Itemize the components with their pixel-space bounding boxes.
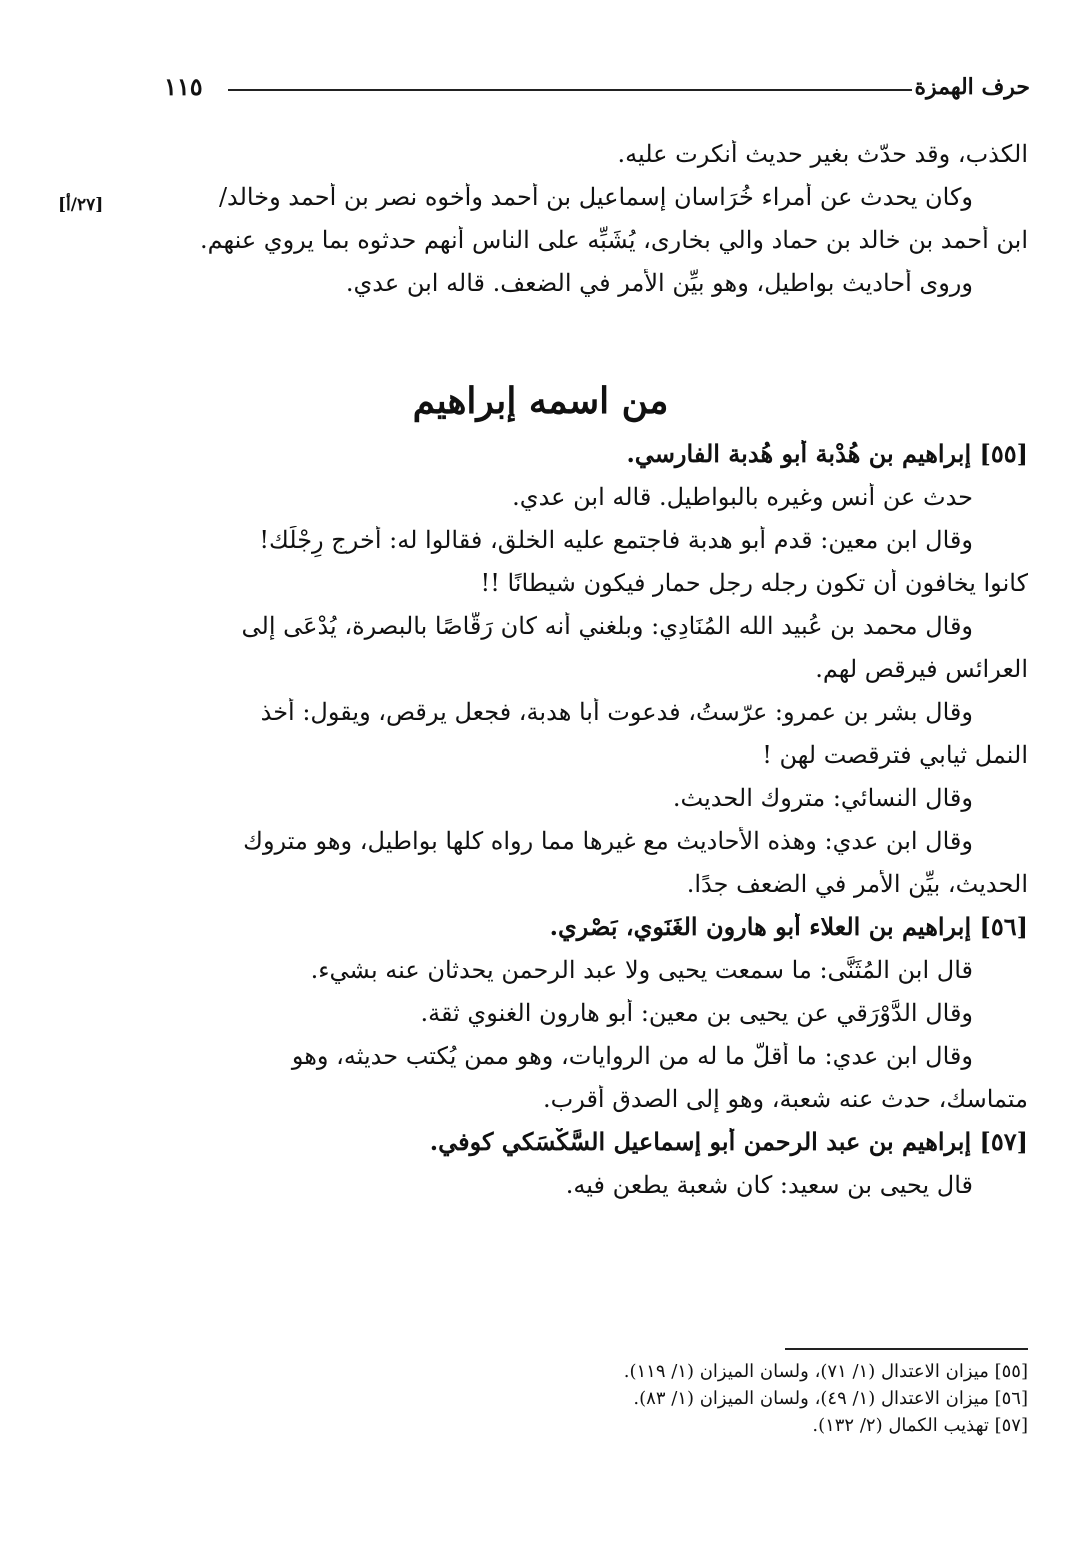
margin-folio-note: [٢٧/أ]	[58, 195, 104, 215]
text-line: العرائس فيرقص لهم.	[815, 655, 1028, 683]
text-line: الكذب، وقد حدّث بغير حديث أُنكرت عليه.	[617, 140, 1028, 168]
page-header	[150, 72, 1030, 108]
footnote-55: [٥٥] ميزان الاعتدال (١/ ٧١)، ولسان الميزان (١/ ١١٩).	[623, 1362, 1028, 1382]
continued-entry-text	[60, 140, 1028, 312]
text-line: النمل ثيابي فترقصت لهن !	[762, 741, 1028, 769]
text-line: وقال محمد بن عُبيد الله المُنَادِي: وبلغني أنه كان رَقَّاصًا بالبصرة، يُدْعَى إلى	[241, 612, 973, 640]
text-line: ابن أحمد بن خالد بن حماد والي بخارى، يُشَبِّه على الناس أنهم حدثوه بما يروي عنهم.	[199, 226, 1028, 254]
text-line: قال يحيى بن سعيد: كان شعبة يطعن فيه.	[565, 1171, 973, 1199]
entry-heading-56: [٥٦] إبراهيم بن العلاء أبو هارون الغَنَوي، بَصْري.	[549, 913, 1028, 941]
footnote-56: [٥٦] ميزان الاعتدال (١/ ٤٩)، ولسان الميزان (١/ ٨٣).	[633, 1389, 1028, 1409]
text-line: كانوا يخافون أن تكون رجله رجل حمار فيكون شيطانًا !!	[480, 569, 1028, 597]
text-line: وكان يحدث عن أمراء خُرَاسان إسماعيل بن أحمد وأخوه نصر بن أحمد وخالد/	[218, 183, 973, 211]
entry-heading-55: [٥٥] إبراهيم بن هُدْبة أبو هُدبة الفارسي.	[626, 440, 1028, 468]
text-line: حدث عن أنس وغيره بالبواطيل. قاله ابن عدي.	[512, 483, 973, 511]
header-rule	[228, 89, 912, 91]
text-line: وروى أحاديث بواطيل، وهو بيِّن الأمر في الضعف. قاله ابن عدي.	[345, 269, 973, 297]
text-line: وقال بشر بن عمرو: عرّستُ، فدعوت أبا هدبة، فجعل يرقص، ويقول: أخذ	[260, 698, 973, 726]
text-line: وقال ابن معين: قدم أبو هدبة فاجتمع عليه الخلق، فقالوا له: أخرج رِجْلَك!	[259, 526, 973, 554]
running-head: حرف الهمزة	[914, 74, 1030, 100]
footnotes	[60, 1362, 1028, 1443]
footnote-separator	[785, 1348, 1028, 1350]
text-line: وقال النسائي: متروك الحديث.	[672, 784, 973, 812]
main-entries-text	[60, 440, 1028, 1214]
text-line: وقال ابن عدي: ما أقلَّ ما له من الروايات، وهو ممن يُكتب حديثه، وهو	[291, 1042, 973, 1070]
text-line: قال ابن المُثَنَّى: ما سمعت يحيى ولا عبد الرحمن يحدثان عنه بشيء.	[310, 956, 973, 984]
page-number: ١١٥	[164, 72, 203, 101]
text-line: الحديث، بيِّن الأمر في الضعف جدًا.	[686, 870, 1028, 898]
entry-heading-57: [٥٧] إبراهيم بن عبد الرحمن أبو إسماعيل السَّكْسَكي كوفي.	[429, 1128, 1028, 1156]
text-line: وقال ابن عدي: وهذه الأحاديث مع غيرها مما رواه كلها بواطيل، وهو متروك	[243, 827, 973, 855]
footnote-57: [٥٧] تهذيب الكمال (٢/ ١٣٢).	[812, 1416, 1028, 1436]
text-line: وقال الدَّوْرَقي عن يحيى بن معين: أبو هارون الغنوي ثقة.	[420, 999, 973, 1027]
text-line: متماسك، حدث عنه شعبة، وهو إلى الصدق أقرب.	[542, 1085, 1028, 1113]
section-heading: من اسمه إبراهيم	[412, 380, 669, 422]
